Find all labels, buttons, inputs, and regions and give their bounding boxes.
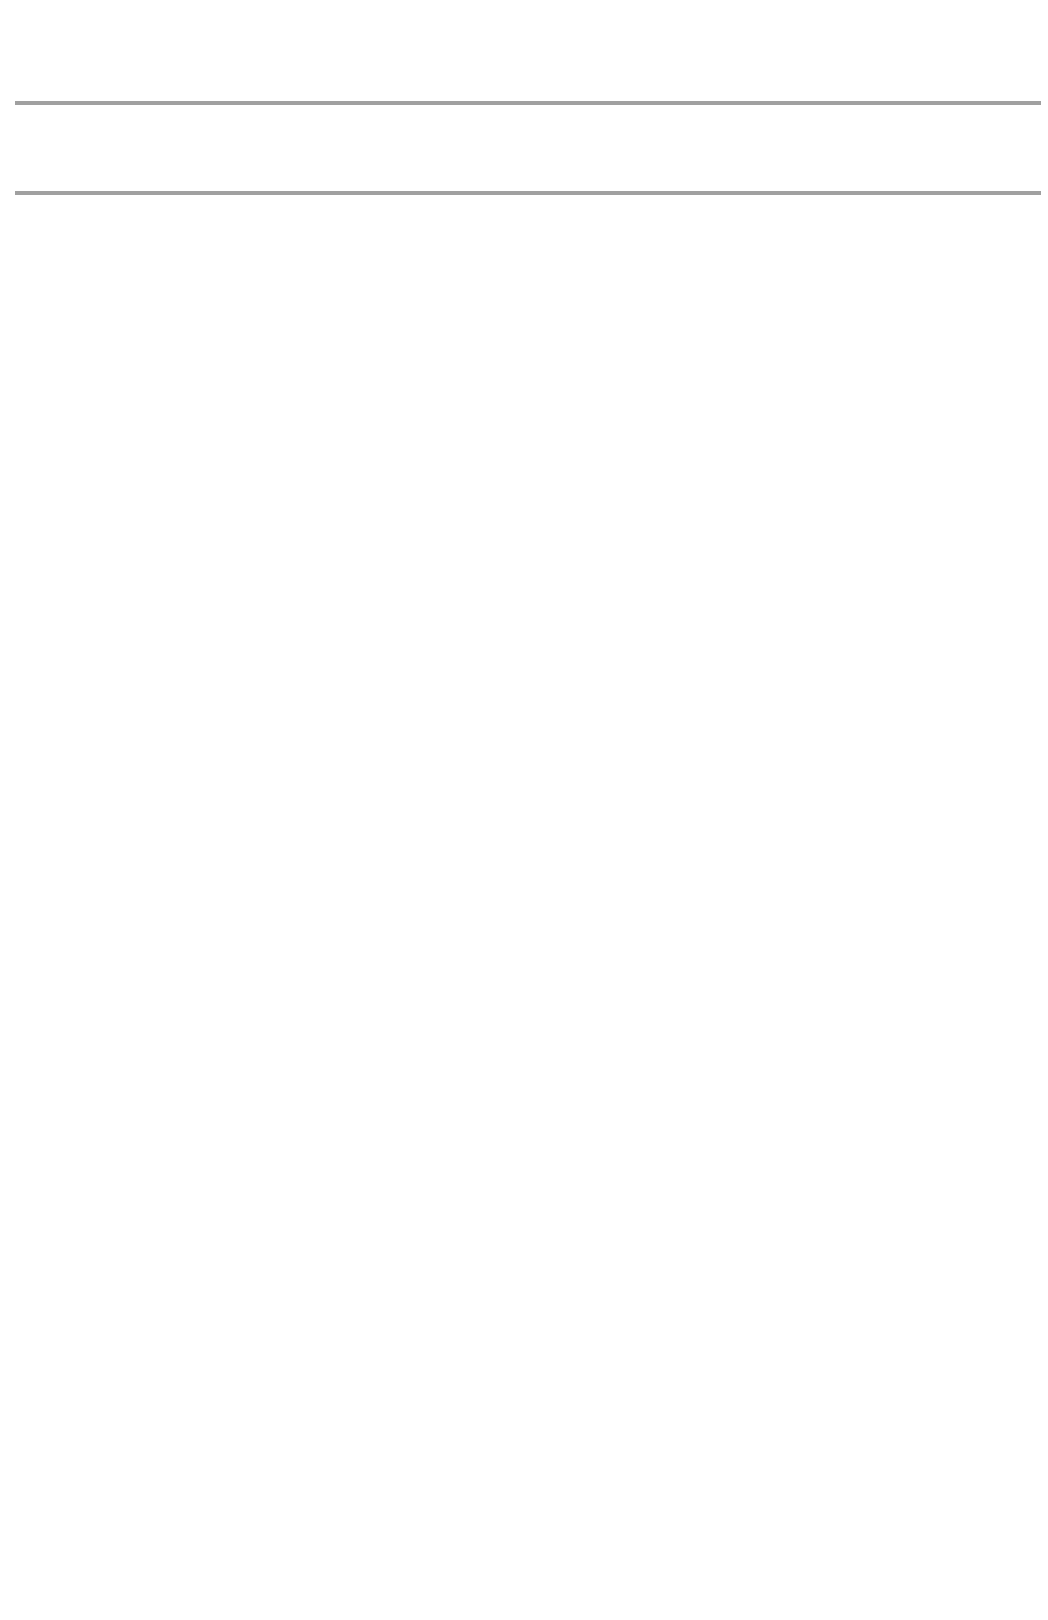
- table-header-row: [0, 217, 1048, 239]
- divider-top: [15, 101, 1041, 105]
- divider-bottom: [15, 191, 1041, 195]
